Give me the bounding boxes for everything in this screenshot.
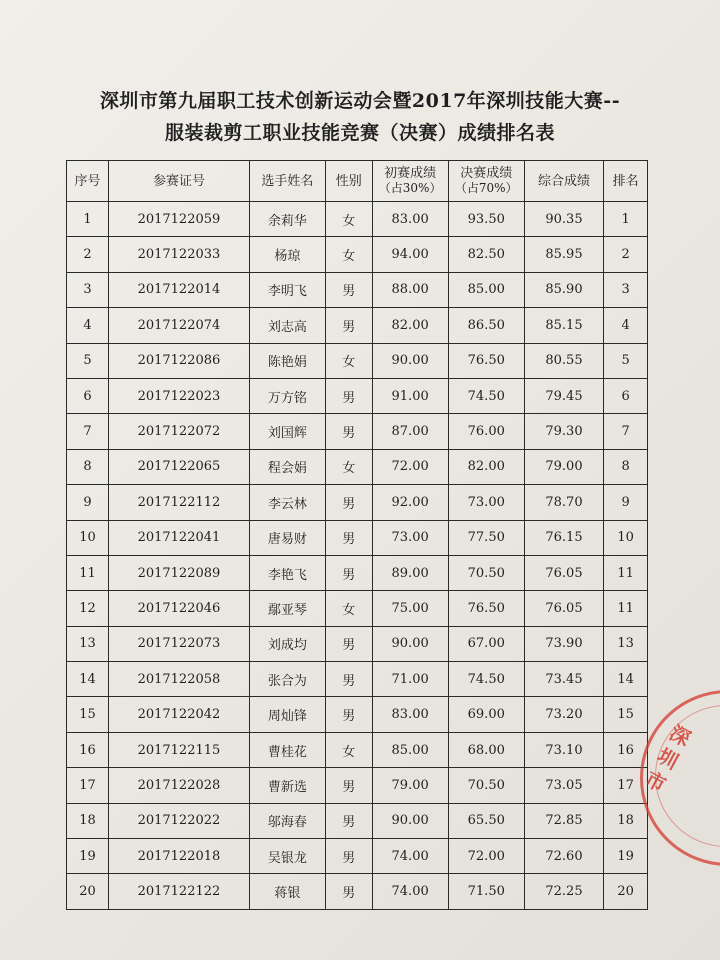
cell-total: 78.70 — [524, 485, 603, 520]
table-row — [67, 378, 648, 413]
cell-prelim: 90.00 — [372, 803, 448, 838]
cell-name: 刘国辉 — [249, 414, 325, 449]
cell-cert: 2017122023 — [109, 378, 250, 413]
cell-final: 72.00 — [448, 839, 524, 874]
cell-gender: 男 — [325, 485, 372, 520]
cell-final: 76.50 — [448, 343, 524, 378]
cell-cert: 2017122014 — [109, 272, 250, 307]
cell-prelim: 88.00 — [372, 272, 448, 307]
cell-prelim: 79.00 — [372, 768, 448, 803]
cell-rank: 1 — [604, 202, 648, 237]
cell-name: 李艳飞 — [249, 555, 325, 590]
cell-name: 吴银龙 — [249, 839, 325, 874]
cell-total: 72.60 — [524, 839, 603, 874]
cell-seq: 5 — [67, 343, 109, 378]
cell-seq: 14 — [67, 662, 109, 697]
cell-final: 82.00 — [448, 449, 524, 484]
cell-cert: 2017122115 — [109, 732, 250, 767]
cell-name: 陈艳娟 — [249, 343, 325, 378]
cell-prelim: 83.00 — [372, 202, 448, 237]
cell-total: 85.15 — [524, 308, 603, 343]
cell-final: 67.00 — [448, 626, 524, 661]
cell-rank: 19 — [604, 839, 648, 874]
table-row — [67, 839, 648, 874]
cell-cert: 2017122086 — [109, 343, 250, 378]
table-row — [67, 803, 648, 838]
header-final-weight: （占70%） — [454, 181, 518, 195]
cell-gender: 男 — [325, 308, 372, 343]
cell-name: 邬海春 — [249, 803, 325, 838]
cell-prelim: 94.00 — [372, 237, 448, 272]
cell-final: 86.50 — [448, 308, 524, 343]
cell-seq: 17 — [67, 768, 109, 803]
table-row — [67, 662, 648, 697]
cell-gender: 男 — [325, 272, 372, 307]
cell-final: 74.50 — [448, 378, 524, 413]
cell-gender: 男 — [325, 768, 372, 803]
cell-prelim: 83.00 — [372, 697, 448, 732]
cell-cert: 2017122073 — [109, 626, 250, 661]
cell-cert: 2017122065 — [109, 449, 250, 484]
cell-total: 90.35 — [524, 202, 603, 237]
cell-final: 73.00 — [448, 485, 524, 520]
cell-seq: 1 — [67, 202, 109, 237]
cell-total: 85.90 — [524, 272, 603, 307]
cell-name: 李明飞 — [249, 272, 325, 307]
header-prelim-weight: （占30%） — [378, 181, 442, 195]
cell-cert: 2017122122 — [109, 874, 250, 909]
cell-cert: 2017122074 — [109, 308, 250, 343]
cell-seq: 3 — [67, 272, 109, 307]
cell-cert: 2017122018 — [109, 839, 250, 874]
cell-seq: 8 — [67, 449, 109, 484]
cell-name: 万方铭 — [249, 378, 325, 413]
cell-gender: 女 — [325, 449, 372, 484]
table-row — [67, 626, 648, 661]
cell-rank: 18 — [604, 803, 648, 838]
cell-prelim: 85.00 — [372, 732, 448, 767]
cell-cert: 2017122033 — [109, 237, 250, 272]
header-prelim — [372, 161, 448, 202]
cell-final: 82.50 — [448, 237, 524, 272]
header-prelim-label: 初赛成绩 — [384, 166, 437, 181]
cell-cert: 2017122058 — [109, 662, 250, 697]
table-body — [67, 202, 648, 910]
cell-name: 杨琼 — [249, 237, 325, 272]
table-row — [67, 237, 648, 272]
cell-rank: 13 — [604, 626, 648, 661]
cell-final: 77.50 — [448, 520, 524, 555]
cell-rank: 7 — [604, 414, 648, 449]
cell-final: 74.50 — [448, 662, 524, 697]
cell-seq: 13 — [67, 626, 109, 661]
cell-gender: 男 — [325, 803, 372, 838]
cell-cert: 2017122041 — [109, 520, 250, 555]
cell-seq: 6 — [67, 378, 109, 413]
cell-prelim: 92.00 — [372, 485, 448, 520]
cell-prelim: 74.00 — [372, 874, 448, 909]
cell-seq: 4 — [67, 308, 109, 343]
cell-name: 余莉华 — [249, 202, 325, 237]
table-row — [67, 202, 648, 237]
cell-cert: 2017122059 — [109, 202, 250, 237]
cell-total: 73.45 — [524, 662, 603, 697]
table-row — [67, 520, 648, 555]
cell-name: 李云林 — [249, 485, 325, 520]
cell-total: 80.55 — [524, 343, 603, 378]
cell-total: 73.10 — [524, 732, 603, 767]
cell-prelim: 73.00 — [372, 520, 448, 555]
cell-total: 76.05 — [524, 591, 603, 626]
cell-cert: 2017122112 — [109, 485, 250, 520]
table-row — [67, 272, 648, 307]
header-cert: 参赛证号 — [109, 161, 250, 202]
table-row — [67, 768, 648, 803]
cell-seq: 12 — [67, 591, 109, 626]
cell-rank: 11 — [604, 591, 648, 626]
table-row — [67, 732, 648, 767]
cell-prelim: 72.00 — [372, 449, 448, 484]
header-seq: 序号 — [67, 161, 109, 202]
cell-gender: 女 — [325, 591, 372, 626]
cell-rank: 11 — [604, 555, 648, 590]
cell-gender: 男 — [325, 414, 372, 449]
cell-cert: 2017122042 — [109, 697, 250, 732]
cell-rank: 17 — [604, 768, 648, 803]
cell-seq: 16 — [67, 732, 109, 767]
cell-prelim: 89.00 — [372, 555, 448, 590]
cell-seq: 10 — [67, 520, 109, 555]
cell-rank: 15 — [604, 697, 648, 732]
cell-prelim: 91.00 — [372, 378, 448, 413]
cell-cert: 2017122046 — [109, 591, 250, 626]
cell-cert: 2017122022 — [109, 803, 250, 838]
header-final — [448, 161, 524, 202]
cell-rank: 20 — [604, 874, 648, 909]
cell-rank: 5 — [604, 343, 648, 378]
cell-gender: 女 — [325, 202, 372, 237]
cell-total: 73.05 — [524, 768, 603, 803]
cell-final: 93.50 — [448, 202, 524, 237]
cell-seq: 19 — [67, 839, 109, 874]
cell-final: 71.50 — [448, 874, 524, 909]
cell-seq: 9 — [67, 485, 109, 520]
cell-seq: 11 — [67, 555, 109, 590]
cell-name: 唐易财 — [249, 520, 325, 555]
cell-prelim: 82.00 — [372, 308, 448, 343]
cell-rank: 14 — [604, 662, 648, 697]
cell-seq: 15 — [67, 697, 109, 732]
cell-rank: 3 — [604, 272, 648, 307]
cell-total: 85.95 — [524, 237, 603, 272]
cell-name: 张合为 — [249, 662, 325, 697]
cell-rank: 2 — [604, 237, 648, 272]
cell-seq: 2 — [67, 237, 109, 272]
table-row — [67, 414, 648, 449]
cell-rank: 6 — [604, 378, 648, 413]
cell-gender: 男 — [325, 839, 372, 874]
table-row — [67, 343, 648, 378]
cell-name: 蒋银 — [249, 874, 325, 909]
cell-final: 76.00 — [448, 414, 524, 449]
cell-prelim: 90.00 — [372, 343, 448, 378]
cell-name: 程会娟 — [249, 449, 325, 484]
cell-gender: 男 — [325, 520, 372, 555]
cell-prelim: 87.00 — [372, 414, 448, 449]
header-final-label: 决赛成绩 — [460, 166, 513, 181]
cell-gender: 男 — [325, 697, 372, 732]
cell-total: 73.20 — [524, 697, 603, 732]
cell-prelim: 71.00 — [372, 662, 448, 697]
cell-gender: 男 — [325, 874, 372, 909]
cell-name: 刘志高 — [249, 308, 325, 343]
cell-total: 72.25 — [524, 874, 603, 909]
cell-gender: 女 — [325, 732, 372, 767]
official-seal — [640, 690, 720, 866]
table-row — [67, 697, 648, 732]
cell-name: 刘成均 — [249, 626, 325, 661]
cell-cert: 2017122028 — [109, 768, 250, 803]
cell-prelim: 90.00 — [372, 626, 448, 661]
cell-name: 周灿锋 — [249, 697, 325, 732]
cell-rank: 9 — [604, 485, 648, 520]
document-title-line-2: 服装裁剪工职业技能竞赛（决赛）成绩排名表 — [164, 122, 555, 144]
cell-gender: 男 — [325, 555, 372, 590]
header-rank: 排名 — [604, 161, 648, 202]
cell-final: 65.50 — [448, 803, 524, 838]
cell-seq: 18 — [67, 803, 109, 838]
cell-name: 曹桂花 — [249, 732, 325, 767]
cell-total: 76.15 — [524, 520, 603, 555]
cell-total: 72.85 — [524, 803, 603, 838]
cell-gender: 男 — [325, 662, 372, 697]
cell-rank: 16 — [604, 732, 648, 767]
cell-final: 69.00 — [448, 697, 524, 732]
header-name: 选手姓名 — [249, 161, 325, 202]
table-row — [67, 449, 648, 484]
cell-gender: 男 — [325, 378, 372, 413]
cell-final: 76.50 — [448, 591, 524, 626]
cell-rank: 4 — [604, 308, 648, 343]
table-header-row — [67, 161, 648, 202]
cell-prelim: 74.00 — [372, 839, 448, 874]
cell-name: 鄢亚琴 — [249, 591, 325, 626]
cell-total: 76.05 — [524, 555, 603, 590]
cell-seq: 7 — [67, 414, 109, 449]
table-row — [67, 874, 648, 909]
document-title-line-1: 深圳市第九届职工技术创新运动会暨2017年深圳技能大赛-- — [99, 90, 621, 112]
cell-cert: 2017122089 — [109, 555, 250, 590]
official-seal-text: 深圳市 — [641, 720, 695, 797]
table-row — [67, 308, 648, 343]
cell-rank: 10 — [604, 520, 648, 555]
cell-gender: 男 — [325, 626, 372, 661]
header-total: 综合成绩 — [524, 161, 603, 202]
cell-final: 70.50 — [448, 768, 524, 803]
cell-final: 70.50 — [448, 555, 524, 590]
table-row — [67, 485, 648, 520]
cell-total: 79.00 — [524, 449, 603, 484]
cell-name: 曹新选 — [249, 768, 325, 803]
cell-final: 85.00 — [448, 272, 524, 307]
cell-gender: 女 — [325, 343, 372, 378]
cell-total: 79.45 — [524, 378, 603, 413]
cell-prelim: 75.00 — [372, 591, 448, 626]
cell-cert: 2017122072 — [109, 414, 250, 449]
results-table — [66, 160, 648, 910]
cell-total: 73.90 — [524, 626, 603, 661]
header-gender: 性别 — [325, 161, 372, 202]
cell-rank: 8 — [604, 449, 648, 484]
cell-seq: 20 — [67, 874, 109, 909]
cell-total: 79.30 — [524, 414, 603, 449]
cell-final: 68.00 — [448, 732, 524, 767]
cell-gender: 女 — [325, 237, 372, 272]
table-row — [67, 591, 648, 626]
table-row — [67, 555, 648, 590]
